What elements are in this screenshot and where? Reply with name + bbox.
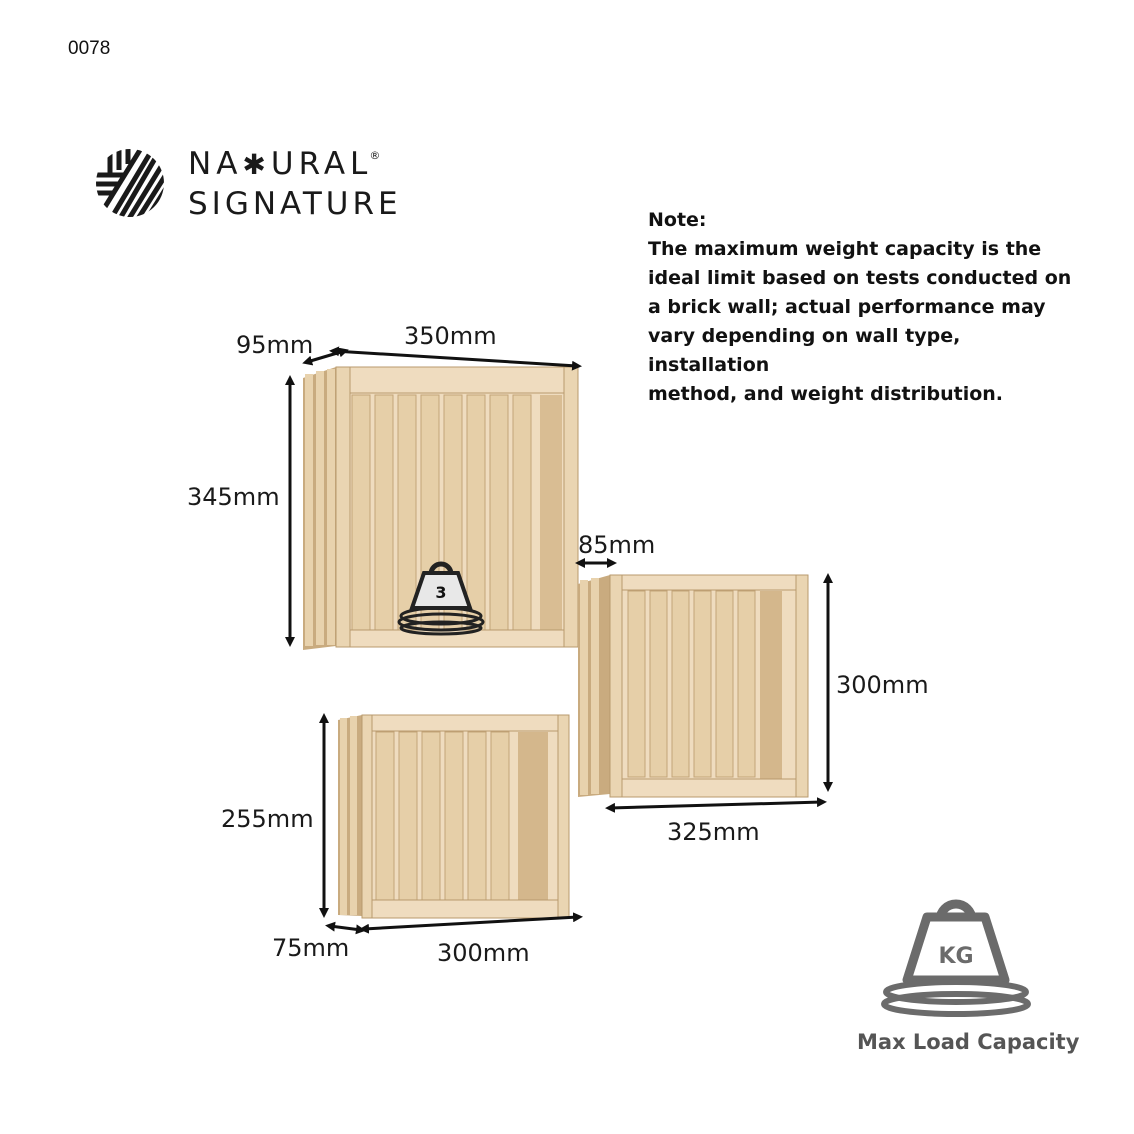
brand-line1-a: NA (188, 146, 243, 182)
small-crate-height: 255mm (221, 805, 314, 833)
medium-crate-width: 325mm (667, 818, 760, 846)
kg-icon-text: KG (938, 944, 974, 969)
brand-name-line2: SIGNATURE (188, 186, 402, 222)
small-crate-width: 300mm (437, 939, 530, 967)
registered-mark: ® (369, 149, 381, 162)
max-load-capacity-label: Max Load Capacity (857, 1030, 1080, 1054)
large-crate-width: 350mm (404, 322, 497, 350)
note-line: a brick wall; actual performance may (648, 296, 1046, 318)
large-crate-depth: 95mm (236, 331, 314, 359)
small-crate-depth: 75mm (272, 934, 350, 962)
product-code: 0078 (68, 38, 111, 59)
note-line: The maximum weight capacity is the (648, 238, 1042, 260)
note-line: method, and weight distribution. (648, 383, 1004, 405)
medium-crate (578, 575, 808, 797)
brand-line1-b: URAL (270, 146, 373, 182)
note-heading: Note: (648, 209, 707, 231)
large-crate-height: 345mm (187, 483, 280, 511)
medium-crate-height: 300mm (836, 671, 929, 699)
note-line: ideal limit based on tests conducted on (648, 267, 1072, 289)
small-crate (338, 715, 569, 918)
medium-crate-depth: 85mm (578, 531, 656, 559)
brand-asterisk-icon: ✱ (242, 148, 271, 181)
note-line: vary depending on wall type, installation (648, 325, 961, 376)
load-value: 3 (435, 583, 447, 602)
